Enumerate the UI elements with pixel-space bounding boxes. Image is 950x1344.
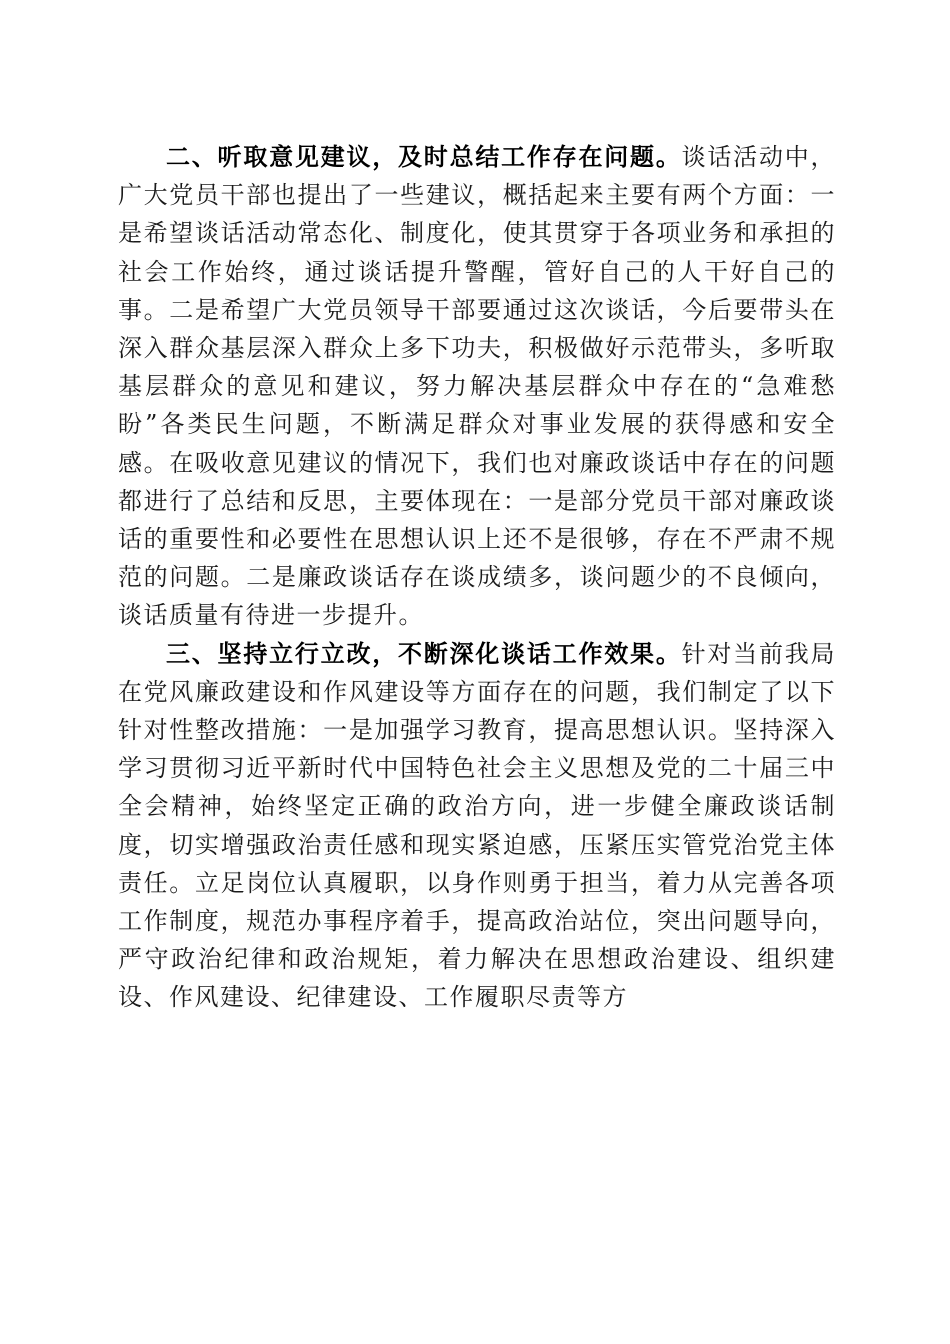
paragraph-section-three <box>118 635 836 1017</box>
paragraph-body-three: 针对当前我局在党风廉政建设和作风建设等方面存在的问题，我们制定了以下针对性整改措施：一是加强学习教育，提高思想认识。坚持深入学习贯彻习近平新时代中国特色社会主义思想及党的二十届三中全会精神，始终坚定正确的政治方向，进一步健全廉政谈话制度，切实增强政治责任感和现实紧迫感，压紧压实管党治党主体责任。立足岗位认真履职，以身作则勇于担当，着力从完善各项工作制度，规范办事程序着手，提高政治站位，突出问题导向，严守政治纪律和政治规矩，着力解决在思想政治建设、组织建设、作风建设、纪律建设、工作履职尽责等方 <box>118 639 837 1012</box>
paragraph-body-two: 谈话活动中，广大党员干部也提出了一些建议，概括起来主要有两个方面：一是希望谈话活动常态化、制度化，使其贯穿于各项业务和承担的社会工作始终，通过谈话提升警醒，管好自己的人干好自己的事。二是希望广大党员领导干部要通过这次谈话，今后要带头在深入群众基层深入群众上多下功夫，积极做好示范带头，多听取基层群众的意见和建议，努力解决基层群众中存在的“急难愁盼”各类民生问题，不断满足群众对事业发展的获得感和安全感。在吸收意见建议的情况下，我们也对廉政谈话中存在的问题都进行了总结和反思，主要体现在：一是部分党员干部对廉政谈话的重要性和必要性在思想认识上还不是很够，存在不严肃不规范的问题。二是廉政谈话存在谈成绩多，谈问题少的不良倾向，谈话质量有待进一步提升。 <box>118 143 837 630</box>
document-body <box>118 138 836 1017</box>
section-heading-three: 三、坚持立行立改，不断深化谈话工作效果。 <box>166 639 682 668</box>
section-heading-two: 二、听取意见建议，及时总结工作存在问题。 <box>166 143 682 171</box>
paragraph-section-two <box>118 138 836 635</box>
